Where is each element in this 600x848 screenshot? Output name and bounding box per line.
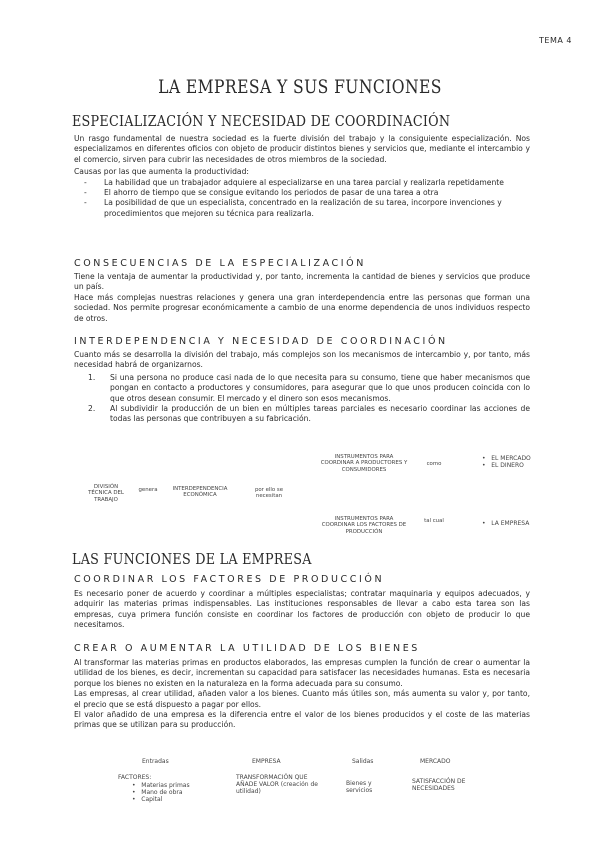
diagram-division-node: DIVISIÓN TÉCNICA DEL TRABAJO xyxy=(88,484,124,503)
diagram-genera-label: genera xyxy=(138,487,158,493)
section-heading-coordinar: COORDINAR LOS FACTORES DE PRODUCCIÓN xyxy=(74,574,385,585)
list-item: - El ahorro de tiempo que se consigue evitando los periodos de pasar de una tarea a otra xyxy=(84,188,439,198)
page-title: LA EMPRESA Y SUS FUNCIONES xyxy=(158,76,442,98)
section-heading-interdependencia: INTERDEPENDENCIA Y NECESIDAD DE COORDINACIÓN xyxy=(74,336,448,347)
topic-label: TEMA 4 xyxy=(539,36,572,45)
list-item: • EL MERCADO xyxy=(482,455,531,462)
list-item: - La habilidad que un trabajador adquiere al especializarse en una tarea parcial y realizarla repetidamente xyxy=(84,177,504,187)
section-heading-especializacion: ESPECIALIZACIÓN Y NECESIDAD DE COORDINACIÓN xyxy=(72,112,451,130)
list-item: - La posibilidad de que un especialista, concentrado en la realización de su tarea, incorpore invenciones y procedimientos que mejoren su técnica para realizarla. xyxy=(84,198,502,218)
paragraph: Es necesario poner de acuerdo y coordinar a múltiples especialistas; contratar maquinaria y equipos adecuados, y adquirir las materias primas indispensables. Las instituciones responsables de llevar a cabo esta tarea son las empresas, cuya primera función consiste en coordinar los factores de producción con objeto de producir lo que necesitamos. xyxy=(74,589,530,630)
paragraph: Tiene la ventaja de aumentar la productividad y, por tanto, incrementa la cantidad de bienes y servicios que produce un país. xyxy=(74,272,530,292)
diagram-instrumentos-empresa-node: INSTRUMENTOS PARA COORDINAR LOS FACTORES DE PRODUCCIÓN xyxy=(321,516,407,535)
intro-paragraph: Un rasgo fundamental de nuestra sociedad es la fuerte división del trabajo y la consiguiente especialización. Nos especializamos en diferentes oficios con objeto de producir distintos bienes y servicios que, mediante el intercambio y el comercio, sirven para cubrir las necesidades de otros miembros de la sociedad. xyxy=(74,134,530,164)
causes-label: Causas por las que aumenta la productividad: xyxy=(74,167,249,177)
list-item: • Mano de obra xyxy=(132,789,183,796)
diagram-como-label: como xyxy=(426,461,442,467)
diagram-factores-list xyxy=(132,782,190,803)
paragraph: Cuanto más se desarrolla la división del trabajo, más complejos son los mecanismos de intercambio y, por tanto, más necesidad habrá de organizarnos. xyxy=(74,350,530,370)
diagram-interdependencia-node: INTERDEPENDENCIA ECONÓMICA xyxy=(172,486,228,499)
list-item: • Materias primas xyxy=(132,782,190,789)
section-heading-utilidad: CREAR O AUMENTAR LA UTILIDAD DE LOS BIENES xyxy=(74,643,420,654)
list-item: • Capital xyxy=(132,796,163,803)
diagram-header-empresa: EMPRESA xyxy=(252,758,281,765)
diagram-factores-label: FACTORES: xyxy=(118,774,152,781)
diagram-transformacion-node: TRANSFORMACIÓN QUE AÑADE VALOR (creación de utilidad) xyxy=(236,774,318,795)
paragraph: El valor añadido de una empresa es la diferencia entre el valor de los bienes producidos y el coste de las materias primas que se utilizan para su producción. xyxy=(74,710,530,730)
list-item: • LA EMPRESA xyxy=(482,520,530,527)
paragraph: Las empresas, al crear utilidad, añaden valor a los bienes. Cuanto más útiles son, más aumenta su valor y, por tanto, el precio que se está dispuesto a pagar por ellos. xyxy=(74,689,530,709)
diagram-instrumentos-mercado-node: INSTRUMENTOS PARA COORDINAR A PRODUCTORES Y CONSUMIDORES xyxy=(320,454,408,473)
diagram-header-mercado: MERCADO xyxy=(420,758,451,765)
paragraph: Hace más complejas nuestras relaciones y genera una gran interdependencia entre las personas que forman una sociedad. Nos permite progresar económicamente a cambio de una enorme dependencia de unos individuos respecto de otros. xyxy=(74,292,530,323)
diagram-tal-cual-label: tal cual xyxy=(424,518,444,524)
paragraph: Al transformar las materias primas en productos elaborados, las empresas cumplen la función de crear o aumentar la utilidad de los bienes, es decir, incrementan su capacidad para satisfacer las necesidades humanas. Esta es necesaria porque los bienes no existen en la naturaleza en la forma adecuada para su consumo. xyxy=(74,658,530,688)
diagram-satisfaccion-node: SATISFACCIÓN DE NECESIDADES xyxy=(412,778,466,792)
section-heading-funciones: LAS FUNCIONES DE LA EMPRESA xyxy=(72,550,312,568)
section-heading-consecuencias: CONSECUENCIAS DE LA ESPECIALIZACIÓN xyxy=(74,258,366,269)
diagram-header-entradas: Entradas xyxy=(142,758,169,765)
diagram-bienes-node: Bienes y servicios xyxy=(346,780,373,794)
diagram-por-ello-label: por ello se necesitan xyxy=(254,487,284,500)
list-item: • EL DINERO xyxy=(482,462,524,469)
list-item: 2. Al subdividir la producción de un bien en múltiples tareas parciales es necesario coordinar las acciones de todas las personas que contribuyen a su fabricación. xyxy=(88,404,530,424)
list-item: 1. Si una persona no produce casi nada de lo que necesita para su consumo, tiene que haber mecanismos que pongan en contacto a productores y consumidores, para asegurar que lo que unos producen coincida con lo que otros desean consumir. El mercado y el dinero son esos mecanismos. xyxy=(88,372,530,403)
diagram-header-salidas: Salidas xyxy=(352,758,374,765)
